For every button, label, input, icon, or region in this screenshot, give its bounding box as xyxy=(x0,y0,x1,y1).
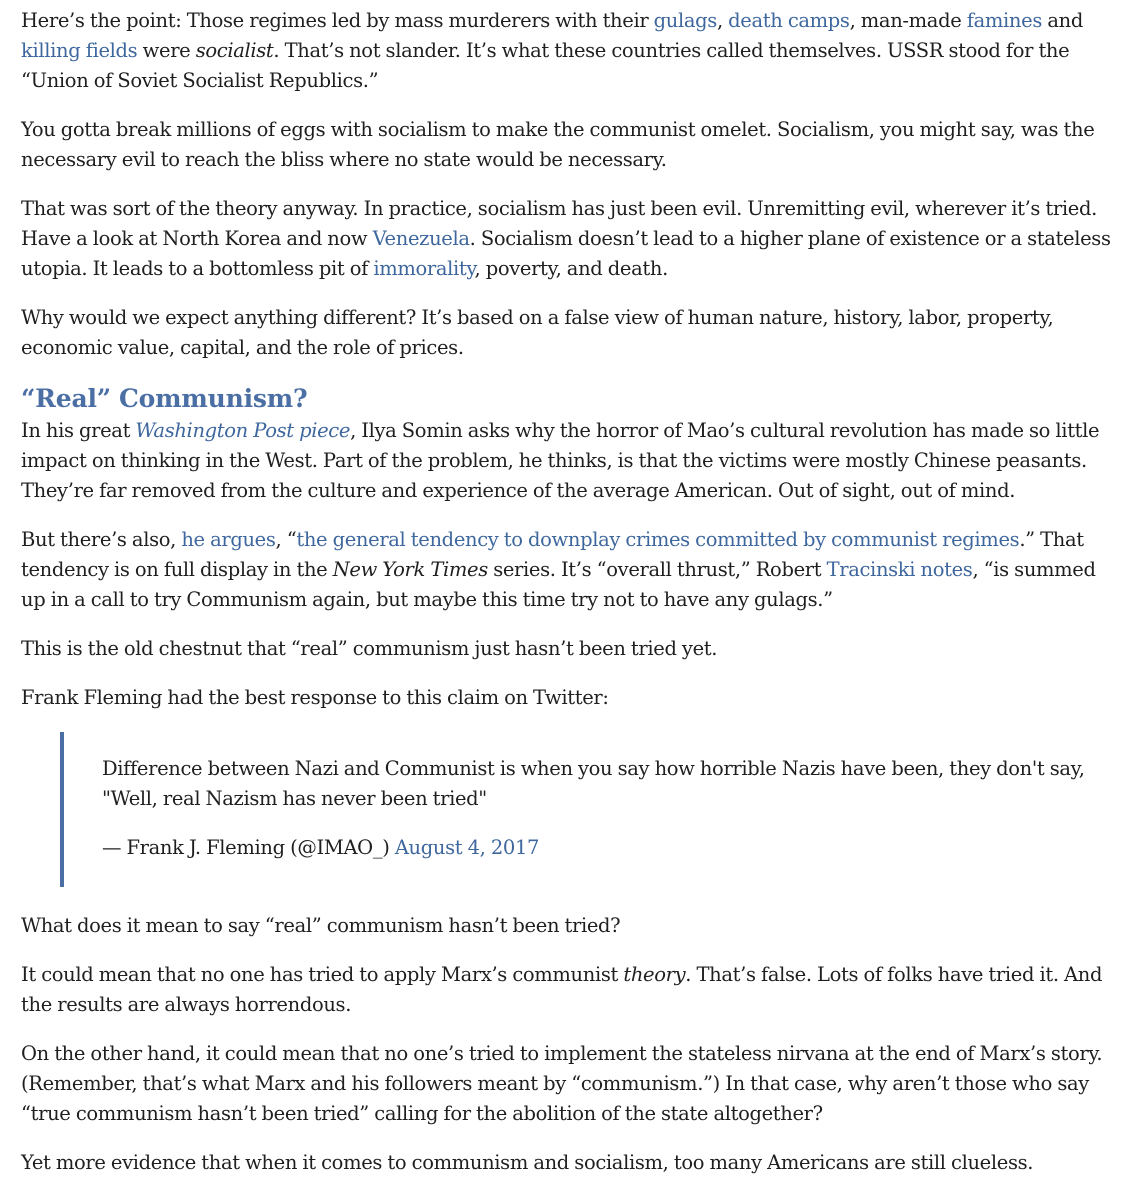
link-venezuela[interactable]: Venezuela xyxy=(372,227,470,250)
article-body xyxy=(21,6,1121,1197)
text-span: . That’s false. Lots of folks have tried it. And the results are always horrendous. xyxy=(21,963,1103,1016)
text-span: That was sort of the theory anyway. In practice, socialism has just been evil. Unremitting evil, wherever it’s tried. Have a look at North Korea and now xyxy=(21,197,1097,250)
text-span: . That’s not slander. It’s what these countries called themselves. USSR stood for the “Union of Soviet Socialist Republics.” xyxy=(21,39,1070,92)
text-span: Here’s the point: Those regimes led by mass murderers with their xyxy=(21,9,654,32)
link-death-camps[interactable]: death camps xyxy=(728,9,850,32)
paragraph: On the other hand, it could mean that no one’s tried to implement the stateless nirvana at the end of Marx’s story. (Remember, that’s what Marx and his followers meant by “communism.”) In that case, why aren’t those who say “true communism hasn’t been tried” calling for the abolition of the state altogether? xyxy=(21,1042,1103,1125)
link-killing-fields[interactable]: killing fields xyxy=(21,39,138,62)
text-span: and xyxy=(1041,9,1083,32)
text-span: , poverty, and death. xyxy=(474,257,668,280)
embedded-tweet-quote xyxy=(60,732,1121,887)
paragraph: You gotta break millions of eggs with socialism to make the communist omelet. Socialism, you might say, was the necessary evil to reach the bliss where no state would be necessary. xyxy=(21,118,1095,171)
link-famines[interactable]: famines xyxy=(966,9,1042,32)
link-washington-post-piece[interactable] xyxy=(135,419,350,442)
text-span: were xyxy=(137,39,196,62)
link-he-argues[interactable]: he argues xyxy=(181,528,276,551)
text-span: , man-made xyxy=(849,9,967,32)
text-span: But there’s also, xyxy=(21,528,182,551)
paragraph xyxy=(21,416,1121,506)
link-tracinski-notes[interactable]: Tracinski notes xyxy=(826,558,973,581)
emphasis-socialist: socialist xyxy=(195,39,274,62)
paragraph xyxy=(21,525,1121,615)
paragraph: This is the old chestnut that “real” communism just hasn’t been tried yet. xyxy=(21,637,718,660)
quote-attribution xyxy=(102,833,1121,863)
text-span: In his great xyxy=(21,419,136,442)
text-span: .” That tendency is on full display in the xyxy=(21,528,1084,581)
paragraph xyxy=(21,6,1121,96)
text-span: It could mean that no one has tried to apply Marx’s communist xyxy=(21,963,624,986)
link-gulags[interactable]: gulags xyxy=(653,9,717,32)
text-span: . Socialism doesn’t lead to a higher plane of existence or a stateless utopia. It leads to a bottomless pit of xyxy=(21,227,1111,280)
text-span: , “is summed up in a call to try Communism again, but maybe this time try not to have any gulags.” xyxy=(21,558,1096,611)
tweet-date-link[interactable]: August 4, 2017 xyxy=(394,836,540,859)
link-general-tendency[interactable]: the general tendency to downplay crimes committed by communist regimes xyxy=(296,528,1020,551)
section-heading: “Real” Communism? xyxy=(21,384,308,413)
emphasis-theory: theory xyxy=(623,963,686,986)
paragraph xyxy=(21,194,1121,284)
quote-text: Difference between Nazi and Communist is when you say how horrible Nazis have been, they don't say, "Well, real Nazism has never been tried" xyxy=(102,757,1085,810)
paragraph: Why would we expect anything different? It’s based on a false view of human nature, history, labor, property, economic value, capital, and the role of prices. xyxy=(21,306,1054,359)
emphasis-new-york-times: New York Times xyxy=(332,558,488,581)
attribution-text: — Frank J. Fleming (@IMAO_) xyxy=(102,836,395,859)
paragraph xyxy=(21,960,1121,1020)
text-span: , xyxy=(716,9,729,32)
paragraph: Frank Fleming had the best response to this claim on Twitter: xyxy=(21,686,609,709)
link-immorality[interactable]: immorality xyxy=(373,257,475,280)
text-span: , Ilya Somin asks why the horror of Mao’s cultural revolution has made so little impact on thinking in the West. Part of the problem, he thinks, is that the victims were mostly Chinese peasants. They’re far removed from the culture and experience of the average American. Out of sight, out of mind. xyxy=(21,419,1100,502)
paragraph: What does it mean to say “real” communism hasn’t been tried? xyxy=(21,914,621,937)
text-span: , “ xyxy=(275,528,297,551)
text-span: series. It’s “overall thrust,” Robert xyxy=(487,558,827,581)
link-text: Washington Post piece xyxy=(135,419,351,442)
paragraph: Yet more evidence that when it comes to communism and socialism, too many Americans are still clueless. xyxy=(21,1151,1034,1174)
